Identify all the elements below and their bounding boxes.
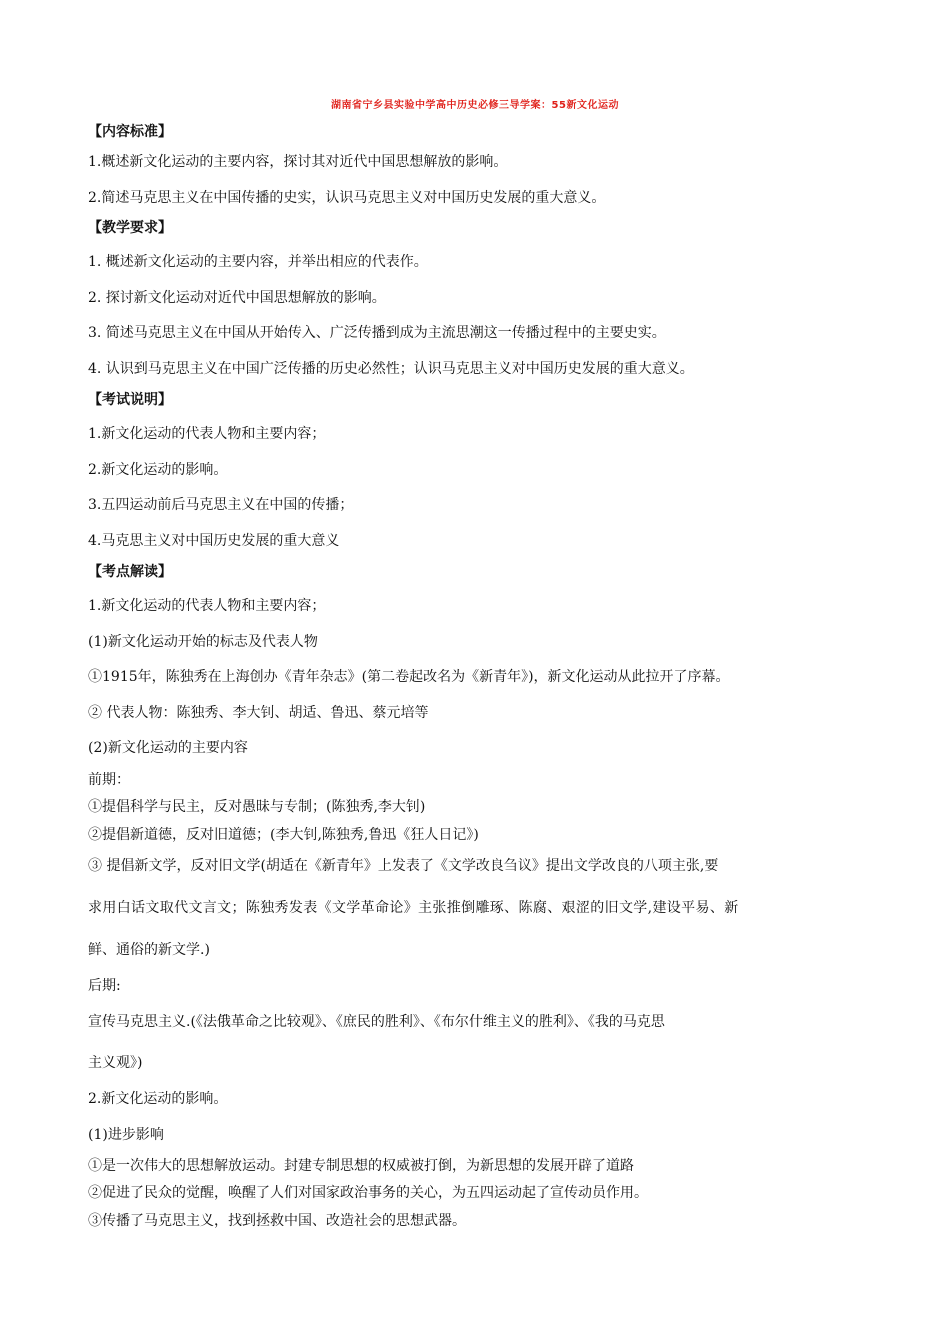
content-standard-item: 2.简述马克思主义在中国传播的史实，认识马克思主义对中国历史发展的重大意义。 — [88, 190, 606, 206]
key-point-line: (1)进步影响 — [88, 1127, 164, 1143]
teaching-requirement-item: 1. 概述新文化运动的主要内容，并举出相应的代表作。 — [88, 254, 428, 270]
section-heading-key-points: 【考点解读】 — [88, 564, 172, 580]
key-point-line: 求用白话文取代文言文；陈独秀发表《文学革命论》主张推倒雕琢、陈腐、艰涩的旧文学,建设平易、新 — [88, 900, 739, 916]
teaching-requirement-item: 3. 简述马克思主义在中国从开始传入、广泛传播到成为主流思潮这一传播过程中的主要史实。 — [88, 325, 666, 341]
key-point-line: ①1915年，陈独秀在上海创办《青年杂志》(第二卷起改名为《新青年》)，新文化运动从此拉开了序幕。 — [88, 669, 730, 685]
key-point-line: 前期： — [88, 772, 130, 788]
key-point-line: 后期: — [88, 978, 121, 994]
key-point-line: 主义观》) — [88, 1055, 143, 1071]
key-point-line: (1)新文化运动开始的标志及代表人物 — [88, 634, 318, 650]
key-point-line: ③传播了马克思主义，找到拯救中国、改造社会的思想武器。 — [88, 1213, 466, 1229]
key-point-line: 鲜、通俗的新文学.) — [88, 942, 210, 958]
content-standard-item: 1.概述新文化运动的主要内容，探讨其对近代中国思想解放的影响。 — [88, 154, 508, 170]
exam-note-item: 3.五四运动前后马克思主义在中国的传播； — [88, 497, 354, 513]
exam-note-item: 1.新文化运动的代表人物和主要内容； — [88, 426, 326, 442]
document-title: 湖南省宁乡县实验中学高中历史必修三导学案：55新文化运动 — [331, 100, 619, 111]
key-point-line: (2)新文化运动的主要内容 — [88, 740, 248, 756]
exam-note-item: 2.新文化运动的影响。 — [88, 462, 228, 478]
section-heading-content-standard: 【内容标准】 — [88, 124, 172, 140]
key-point-line: 2.新文化运动的影响。 — [88, 1091, 228, 1107]
key-point-line: 1.新文化运动的代表人物和主要内容； — [88, 598, 326, 614]
key-point-line: ③ 提倡新文学，反对旧文学(胡适在《新青年》上发表了《文学改良刍议》提出文学改良的八项主张,要 — [88, 858, 719, 874]
key-point-line: ②促进了民众的觉醒，唤醒了人们对国家政治事务的关心，为五四运动起了宣传动员作用。 — [88, 1185, 648, 1201]
key-point-line: ②提倡新道德，反对旧道德；(李大钊,陈独秀,鲁迅《狂人日记》) — [88, 827, 479, 843]
section-heading-exam-notes: 【考试说明】 — [88, 392, 172, 408]
key-point-line: ①是一次伟大的思想解放运动。封建专制思想的权威被打倒，为新思想的发展开辟了道路 — [88, 1158, 634, 1174]
teaching-requirement-item: 4. 认识到马克思主义在中国广泛传播的历史必然性；认识马克思主义对中国历史发展的重大意义。 — [88, 361, 694, 377]
exam-note-item: 4.马克思主义对中国历史发展的重大意义 — [88, 533, 340, 549]
key-point-line: ② 代表人物：陈独秀、李大钊、胡适、鲁迅、蔡元培等 — [88, 705, 429, 721]
teaching-requirement-item: 2. 探讨新文化运动对近代中国思想解放的影响。 — [88, 290, 386, 306]
key-point-line: ①提倡科学与民主，反对愚昧与专制；(陈独秀,李大钊) — [88, 799, 426, 815]
key-point-line: 宣传马克思主义.(《法俄革命之比较观》、《庶民的胜利》、《布尔什维主义的胜利》、《我的马克思 — [88, 1014, 665, 1030]
section-heading-teaching-requirements: 【教学要求】 — [88, 220, 172, 236]
